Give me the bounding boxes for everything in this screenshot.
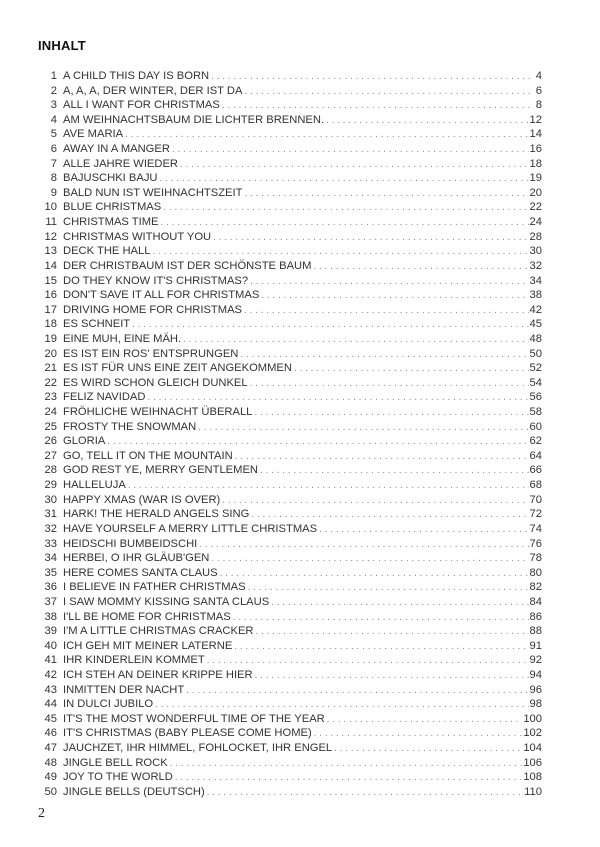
dot-leader	[250, 377, 529, 392]
dot-leader	[147, 391, 528, 406]
entry-page-number: 45	[529, 318, 542, 331]
entry-title: HALLELUJA	[63, 479, 126, 492]
dot-leader	[261, 289, 528, 304]
toc-entry	[30, 463, 542, 478]
dot-leader	[152, 245, 528, 260]
entry-number: 15	[44, 274, 57, 287]
entry-page-number: 62	[529, 435, 542, 448]
entry-page-number: 86	[529, 610, 542, 623]
entry-title: I'M A LITTLE CHRISTMAS CRACKER	[63, 625, 254, 638]
entry-title: BALD NUN IST WEIHNACHTSZEIT	[63, 186, 243, 199]
entry-number: 48	[44, 756, 57, 769]
dot-leader	[240, 348, 528, 363]
entry-number: 11	[45, 216, 57, 229]
toc-entry	[30, 405, 542, 420]
entry-title: I SAW MOMMY KISSING SANTA CLAUS	[63, 595, 270, 608]
entry-page-number: 38	[529, 289, 542, 302]
toc-entry	[30, 712, 542, 727]
dot-leader	[172, 143, 529, 158]
toc-entry	[30, 726, 542, 741]
entry-number: 23	[44, 391, 57, 404]
toc-entry	[30, 639, 542, 654]
dot-leader	[314, 727, 523, 742]
dot-leader	[327, 713, 523, 728]
toc-entry	[30, 770, 542, 785]
dot-leader	[175, 771, 523, 786]
dot-leader	[251, 508, 528, 523]
toc-entry	[30, 200, 542, 215]
entry-number: 24	[44, 406, 57, 419]
toc-entry	[30, 668, 542, 683]
entry-page-number: 32	[529, 259, 542, 272]
entry-page-number: 94	[529, 668, 542, 681]
entry-title: ES SCHNEIT	[63, 318, 131, 331]
entry-title: BAJUSCHKI BAJU	[63, 172, 158, 185]
entry-page-number: 110	[524, 785, 542, 798]
dot-leader	[186, 684, 528, 699]
entry-page-number: 78	[529, 552, 542, 565]
entry-page-number: 76	[529, 537, 542, 550]
entry-title: ICH STEH AN DEINER KRIPPE HIER	[63, 668, 253, 681]
dot-leader	[244, 85, 531, 100]
entry-title: JINGLE BELL ROCK	[63, 756, 168, 769]
entry-number: 45	[44, 712, 57, 725]
toc-entry	[30, 434, 542, 449]
entry-title: A, A, A, DER WINTER, DER IST DA	[63, 84, 243, 97]
dot-leader	[222, 99, 531, 114]
toc-entry	[30, 244, 542, 259]
entry-title: INMITTEN DER NACHT	[63, 683, 185, 696]
entry-title: GOD REST YE, MERRY GENTLEMEN	[63, 464, 258, 477]
toc-entry	[30, 580, 542, 595]
toc-entry	[30, 186, 542, 201]
entry-page-number: 54	[529, 376, 542, 389]
entry-number: 32	[44, 522, 57, 535]
dot-leader	[160, 172, 529, 187]
entry-number: 46	[44, 727, 57, 740]
toc-entry	[30, 478, 542, 493]
entry-page-number: 6	[535, 84, 542, 97]
entry-number: 3	[50, 99, 57, 112]
dot-leader	[294, 362, 529, 377]
dot-leader	[199, 538, 528, 553]
dot-leader	[244, 304, 529, 319]
entry-page-number: 60	[529, 420, 542, 433]
toc-entry	[30, 230, 542, 245]
entry-page-number: 22	[529, 201, 542, 214]
dot-leader	[234, 640, 528, 655]
entry-page-number: 58	[529, 406, 542, 419]
entry-title: JAUCHZET, IHR HIMMEL, FOHLOCKET, IHR ENGEL	[63, 742, 333, 755]
toc-entry	[30, 69, 542, 84]
dot-leader	[125, 128, 528, 143]
entry-page-number: 52	[529, 362, 542, 375]
toc-entry	[30, 84, 542, 99]
dot-leader	[260, 464, 529, 479]
dot-leader	[220, 567, 529, 582]
entry-page-number: 8	[535, 99, 542, 112]
dot-leader	[161, 216, 529, 231]
dot-leader	[132, 318, 528, 333]
entry-title: AWAY IN A MANGER	[63, 143, 170, 156]
toc-entry	[30, 610, 542, 625]
dot-leader	[313, 260, 528, 275]
entry-title: JINGLE BELLS (DEUTSCH)	[63, 785, 205, 798]
entry-page-number: 30	[529, 245, 542, 258]
toc-entry	[30, 215, 542, 230]
entry-title: FRÖHLICHE WEIHNACHT ÜBERALL	[63, 406, 253, 419]
entry-number: 42	[44, 668, 57, 681]
entry-title: DO THEY KNOW IT'S CHRISTMAS?	[63, 274, 249, 287]
toc-entry	[30, 756, 542, 771]
dot-leader	[183, 333, 528, 348]
entry-number: 9	[50, 186, 57, 199]
toc-entry	[30, 113, 542, 128]
entry-page-number: 56	[529, 391, 542, 404]
entry-number: 39	[44, 625, 57, 638]
entry-page-number: 28	[529, 230, 542, 243]
toc-entry	[30, 303, 542, 318]
toc-entry	[30, 347, 542, 362]
entry-number: 49	[44, 771, 57, 784]
entry-number: 34	[44, 552, 57, 565]
dot-leader	[254, 406, 528, 421]
entry-number: 31	[44, 508, 57, 521]
entry-number: 41	[44, 654, 57, 667]
dot-leader	[233, 611, 529, 626]
entry-page-number: 92	[529, 654, 542, 667]
toc-entry	[30, 127, 542, 142]
entry-number: 47	[44, 742, 57, 755]
dot-leader	[255, 669, 529, 684]
entry-number: 28	[44, 464, 57, 477]
entry-page-number: 104	[523, 742, 542, 755]
toc-entry	[30, 317, 542, 332]
entry-title: IT'S THE MOST WONDERFUL TIME OF THE YEAR	[63, 712, 325, 725]
toc-entry	[30, 449, 542, 464]
entry-number: 7	[50, 157, 57, 170]
toc-entry	[30, 537, 542, 552]
entry-number: 27	[44, 449, 57, 462]
entry-number: 14	[44, 259, 57, 272]
toc-entry	[30, 288, 542, 303]
entry-page-number: 66	[529, 464, 542, 477]
entry-page-number: 102	[523, 727, 542, 740]
entry-number: 6	[50, 143, 57, 156]
entry-page-number: 16	[529, 143, 542, 156]
dot-leader	[222, 494, 528, 509]
entry-number: 43	[44, 683, 57, 696]
entry-page-number: 91	[529, 639, 542, 652]
toc-entry	[30, 390, 542, 405]
toc-entry	[30, 98, 542, 113]
entry-title: BLUE CHRISTMAS	[63, 201, 162, 214]
dot-leader	[271, 596, 528, 611]
dot-leader	[334, 742, 522, 757]
table-of-contents	[30, 69, 542, 799]
entry-page-number: 12	[529, 113, 542, 126]
entry-title: DON'T SAVE IT ALL FOR CHRISTMAS	[63, 289, 260, 302]
dot-leader	[235, 450, 529, 465]
entry-number: 40	[44, 639, 57, 652]
entry-number: 36	[44, 581, 57, 594]
toc-entry	[30, 274, 542, 289]
dot-leader	[207, 786, 523, 801]
entry-number: 25	[44, 420, 57, 433]
entry-title: DER CHRISTBAUM IST DER SCHÖNSTE BAUM	[63, 259, 312, 272]
entry-title: I'LL BE HOME FOR CHRISTMAS	[63, 610, 231, 623]
entry-number: 38	[44, 610, 57, 623]
toc-entry	[30, 507, 542, 522]
entry-page-number: 98	[529, 698, 542, 711]
dot-leader	[319, 523, 528, 538]
entry-number: 2	[50, 84, 57, 97]
entry-title: AM WEIHNACHTSBAUM DIE LICHTER BRENNEN.	[63, 113, 325, 126]
toc-entry	[30, 624, 542, 639]
entry-page-number: 106	[523, 756, 542, 769]
dot-leader	[128, 479, 529, 494]
entry-page-number: 74	[529, 522, 542, 535]
entry-number: 35	[44, 566, 57, 579]
entry-title: HAPPY XMAS (WAR IS OVER)	[63, 493, 221, 506]
entry-title: CHRISTMAS WITHOUT YOU	[63, 230, 212, 243]
dot-leader	[207, 654, 529, 669]
dot-leader	[107, 435, 528, 450]
entry-number: 30	[44, 493, 57, 506]
dot-leader	[213, 231, 528, 246]
dot-leader	[155, 698, 528, 713]
entry-page-number: 20	[529, 186, 542, 199]
dot-leader	[326, 114, 528, 129]
entry-number: 37	[44, 595, 57, 608]
entry-page-number: 42	[529, 303, 542, 316]
entry-number: 13	[44, 245, 57, 258]
toc-entry	[30, 683, 542, 698]
entry-number: 1	[50, 70, 57, 82]
entry-number: 29	[44, 479, 57, 492]
entry-page-number: 84	[529, 595, 542, 608]
dot-leader	[170, 757, 523, 772]
entry-page-number: 108	[523, 771, 542, 784]
toc-entry	[30, 522, 542, 537]
dot-leader	[244, 187, 528, 202]
entry-page-number: 18	[529, 157, 542, 170]
entry-number: 10	[44, 201, 57, 214]
entry-page-number: 48	[529, 332, 542, 345]
toc-entry	[30, 785, 542, 800]
dot-leader	[250, 275, 528, 290]
toc-entry	[30, 697, 542, 712]
dot-leader	[163, 201, 528, 216]
entry-page-number: 68	[529, 479, 542, 492]
entry-title: JOY TO THE WORLD	[63, 771, 173, 784]
dot-leader	[198, 421, 528, 436]
entry-number: 5	[50, 128, 57, 141]
toc-entry	[30, 653, 542, 668]
entry-title: ALL I WANT FOR CHRISTMAS	[63, 99, 220, 112]
entry-number: 12	[44, 230, 57, 243]
entry-number: 8	[50, 172, 57, 185]
entry-title: I BELIEVE IN FATHER CHRISTMAS	[63, 581, 246, 594]
toc-entry	[30, 595, 542, 610]
entry-page-number: 100	[523, 712, 542, 725]
entry-page-number: 50	[529, 347, 542, 360]
entry-page-number: 14	[529, 128, 542, 141]
entry-page-number: 96	[529, 683, 542, 696]
toc-entry	[30, 157, 542, 172]
entry-page-number: 64	[529, 449, 542, 462]
entry-number: 44	[44, 698, 57, 711]
entry-title: FROSTY THE SNOWMAN	[63, 420, 197, 433]
entry-title: ES IST EIN ROS' ENTSPRUNGEN	[63, 347, 239, 360]
entry-number: 18	[44, 318, 57, 331]
entry-number: 19	[44, 332, 57, 345]
dot-leader	[256, 625, 529, 640]
entry-page-number: 88	[529, 625, 542, 638]
toc-entry	[30, 551, 542, 566]
entry-page-number: 70	[529, 493, 542, 506]
entry-title: CHRISTMAS TIME	[63, 216, 159, 229]
entry-title: HERBEI, O IHR GLÄUB'GEN	[63, 552, 210, 565]
dot-leader	[211, 70, 531, 85]
entry-number: 16	[44, 289, 57, 302]
entry-title: IHR KINDERLEIN KOMMET	[63, 654, 205, 667]
entry-title: IT'S CHRISTMAS (BABY PLEASE COME HOME)	[63, 727, 312, 740]
entry-title: HARK! THE HERALD ANGELS SING	[63, 508, 250, 521]
page-heading: INHALT	[38, 38, 86, 53]
toc-entry	[30, 376, 542, 391]
entry-title: ALLE JAHRE WIEDER	[63, 157, 179, 170]
entry-title: GLORIA	[63, 435, 106, 448]
toc-entry	[30, 741, 542, 756]
entry-title: HAVE YOURSELF A MERRY LITTLE CHRISTMAS	[63, 522, 318, 535]
entry-page-number: 82	[529, 581, 542, 594]
entry-page-number: 19	[529, 172, 542, 185]
page-number: 2	[38, 806, 45, 821]
dot-leader	[211, 552, 528, 567]
entry-title: GO, TELL IT ON THE MOUNTAIN	[63, 449, 233, 462]
entry-number: 26	[44, 435, 57, 448]
entry-title: A CHILD THIS DAY IS BORN	[63, 70, 210, 82]
entry-number: 50	[44, 785, 57, 798]
entry-page-number: 80	[529, 566, 542, 579]
entry-title: ICH GEH MIT MEINER LATERNE	[63, 639, 233, 652]
toc-entry	[30, 493, 542, 508]
entry-page-number: 34	[529, 274, 542, 287]
entry-page-number: 24	[529, 216, 542, 229]
entry-page-number: 72	[529, 508, 542, 521]
toc-entry	[30, 332, 542, 347]
entry-number: 4	[50, 113, 57, 126]
dot-leader	[180, 158, 529, 173]
entry-title: AVE MARIA	[63, 128, 124, 141]
toc-entry	[30, 171, 542, 186]
entry-number: 21	[44, 362, 57, 375]
toc-entry	[30, 361, 542, 376]
toc-entry	[30, 259, 542, 274]
entry-title: HEIDSCHI BUMBEIDSCHI	[63, 537, 198, 550]
entry-title: DRIVING HOME FOR CHRISTMAS	[63, 303, 243, 316]
dot-leader	[248, 581, 529, 596]
entry-title: FELIZ NAVIDAD	[63, 391, 146, 404]
entry-title: HERE COMES SANTA CLAUS	[63, 566, 218, 579]
entry-number: 17	[44, 303, 57, 316]
entry-page-number: 4	[535, 70, 542, 82]
entry-title: EINE MUH, EINE MÄH.	[63, 332, 182, 345]
entry-number: 22	[44, 376, 57, 389]
entry-number: 20	[44, 347, 57, 360]
toc-entry	[30, 420, 542, 435]
entry-title: IN DULCI JUBILO	[63, 698, 154, 711]
toc-entry	[30, 142, 542, 157]
entry-number: 33	[44, 537, 57, 550]
toc-entry	[30, 566, 542, 581]
entry-title: DECK THE HALL	[63, 245, 151, 258]
entry-title: ES WIRD SCHON GLEICH DUNKEL	[63, 376, 248, 389]
entry-title: ES IST FÜR UNS EINE ZEIT ANGEKOMMEN	[63, 362, 292, 375]
